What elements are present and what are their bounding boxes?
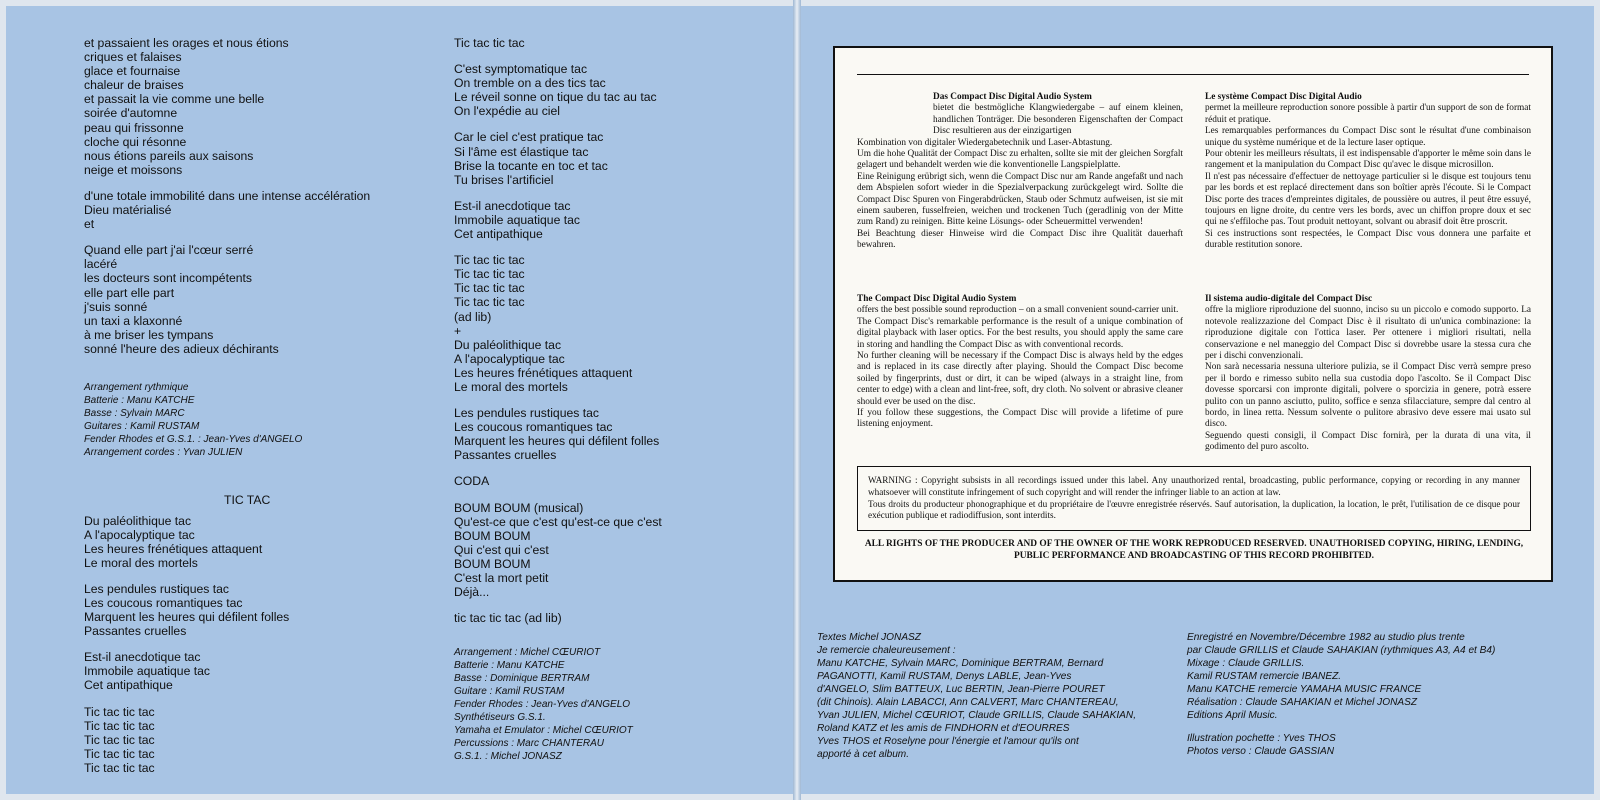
- notice-body: [1205, 305, 1531, 453]
- credit-line: Yves THOS et Roselyne pour l'énergie et l'amour qu'ils ont: [817, 736, 1079, 747]
- lyrics-column-left: [84, 36, 414, 775]
- line-gap: [454, 394, 774, 406]
- lyric-line: A l'apocalyptique tac: [84, 527, 195, 542]
- line-gap: [454, 599, 774, 611]
- lyric-line: et passait la vie comme une belle: [84, 92, 265, 107]
- lyric-line: Tic tac tic tac: [84, 746, 155, 761]
- line-gap: [84, 693, 414, 705]
- thanks-lines: [817, 631, 1136, 761]
- lyric-line: Les pendules rustiques tac: [454, 406, 599, 421]
- credit-line: Batterie : Manu KATCHE: [454, 660, 565, 672]
- lyric-line: Quand elle part j'ai l'cœur serré: [84, 243, 254, 258]
- notice-paragraph: Pour obtenir les meilleurs résultats, il est indispensable d'apporter le même soin dans le rangement et la manipulation du Compact Disc qu'avec le disque microsillon.: [1205, 149, 1531, 171]
- lyric-line: Tu brises l'artificiel: [454, 172, 554, 187]
- credit-line: d'ANGELO, Slim BATTEUX, Luc BERTIN, Jean-Pierre POURET: [817, 684, 1105, 695]
- notice-heading: Il sistema audio-digitale del Compact Disc: [1205, 294, 1373, 304]
- lyric-line: Tic tac tic tac: [84, 718, 155, 733]
- lyric-line: peau qui frissonne: [84, 120, 184, 135]
- line-gap: [84, 177, 414, 189]
- credits-block: [84, 382, 414, 459]
- credit-line: Guitare : Kamil RUSTAM: [454, 686, 565, 697]
- warning-text: WARNING : Copyright subsists in all recordings issued under this label. Any unauthorized rental, broadcasting, public performance, copying or recording in any manner whatsoever will constitute infringement of such copyright and will render the infringer liable to an action at law.: [868, 475, 1520, 497]
- lyric-line: nous étions pareils aux saisons: [84, 148, 254, 163]
- lyric-line: Les heures frénétiques attaquent: [84, 541, 263, 556]
- lyric-line: Immobile aquatique tac: [84, 664, 211, 679]
- lyric-line: Si l'âme est élastique tac: [454, 144, 589, 159]
- lyric-line: Tic tac tic tac: [454, 253, 525, 268]
- lyric-line: Cet antipathique: [454, 227, 543, 242]
- booklet-fold: [793, 0, 801, 800]
- credit-line: Basse : Sylvain MARC: [84, 407, 185, 419]
- lyric-line: Tic tac tic tac: [84, 760, 155, 775]
- credit-line: apporté à cet album.: [817, 749, 910, 760]
- lyric-line: Tic tac tic tac: [454, 281, 525, 296]
- notice-paragraph: offers the best possible sound reproduction – on a small convenient sound-carrier unit.: [857, 305, 1179, 316]
- lyric-line: à me briser les tympans: [84, 327, 214, 342]
- lyric-line: Le moral des mortels: [84, 555, 198, 570]
- notice-italian: [1205, 294, 1531, 454]
- lyric-line: les docteurs sont incompétents: [84, 271, 253, 286]
- lyric-line: Déjà...: [454, 585, 490, 600]
- credit-line: Synthétiseurs G.S.1.: [454, 711, 546, 723]
- credit-line: Percussions : Marc CHANTERAU: [454, 737, 605, 749]
- lyric-line: Les pendules rustiques tac: [84, 581, 229, 596]
- lyric-line: Est-il anecdotique tac: [84, 650, 201, 665]
- notice-heading: Das Compact Disc Digital Audio System: [933, 92, 1092, 102]
- line-gap: [454, 462, 774, 474]
- lyric-line: On l'expédie au ciel: [454, 104, 560, 119]
- lyric-line: Tic tac tic tac: [84, 704, 155, 719]
- compact-disc-notice-card: [833, 46, 1553, 582]
- lyric-line: CODA: [454, 474, 490, 489]
- lyric-line: Passantes cruelles: [454, 448, 557, 463]
- warning-text-fr: Tous droits du producteur phonographique et du propriétaire de l'œuvre enregistrée réservés. Sauf autorisation, la duplication, la location, le prêt, l'utilisation de ce disque pour exécution publique et radiodiffusion, sont interdits.: [868, 498, 1520, 521]
- line-gap: [454, 241, 774, 253]
- line-gap: [454, 489, 774, 501]
- right-page: [801, 6, 1594, 794]
- lyric-line: Le réveil sonne on tique du tac au tac: [454, 90, 657, 105]
- lyric-line: Immobile aquatique tac: [454, 212, 581, 227]
- lyric-line: On tremble on a des tics tac: [454, 76, 606, 91]
- rights-reserved-text: ALL RIGHTS OF THE PRODUCER AND OF THE OWNER OF THE WORK REPRODUCED RESERVED. UNAUTHORISED COPYING, HIRING, LENDING, PUBLIC PERFORMANCE AND BROADCASTING OF THIS RECORD PROHIBITED.: [864, 539, 1524, 561]
- lyric-line: sonné l'heure des adieux déchirants: [84, 341, 279, 356]
- credit-line: Je remercie chaleureusement :: [817, 645, 956, 656]
- notice-paragraph: If you follow these suggestions, the Compact Disc will provide a lifetime of pure listening enjoyment.: [857, 408, 1183, 430]
- credit-line: par Claude GRILLIS et Claude SAHAKIAN (rythmiques A3, A4 et B4): [1187, 645, 1496, 656]
- lyric-line: C'est la mort petit: [454, 571, 549, 585]
- lyric-line: BOUM BOUM (musical): [454, 500, 584, 515]
- lyric-line: (ad lib): [454, 309, 492, 324]
- credit-line: Arrangement cordes : Yvan JULIEN: [84, 446, 243, 458]
- lyric-line: Cet antipathique: [84, 678, 173, 693]
- lyric-line: BOUM BOUM: [454, 556, 531, 571]
- lyric-line: Tic tac tic tac: [454, 36, 525, 50]
- line-gap: [84, 570, 414, 582]
- divider: [857, 74, 1529, 75]
- credit-line: (dit Chinois). Alain LABACCI, Ann CALVERT, Marc CHANTEREAU,: [817, 697, 1119, 708]
- lyric-line: d'une totale immobilité dans une intense accélération: [84, 188, 371, 203]
- lyric-line: Car le ciel c'est pratique tac: [454, 130, 604, 145]
- lyric-line: +: [454, 323, 462, 338]
- line-gap: [84, 638, 414, 650]
- notice-paragraph: Um die hohe Qualität der Compact Disc zu erhalten, sollte sie mit der gleichen Sorgfalt gelagert und behandelt werden wie die konventionelle Langspielplatte.: [857, 149, 1183, 171]
- notice-paragraph: Si ces instructions sont respectées, le Compact Disc vous donnera une parfaite et durable restitution sonore.: [1205, 228, 1531, 251]
- notice-heading: Le système Compact Disc Digital Audio: [1205, 92, 1362, 102]
- notice-paragraph: Il n'est pas nécessaire d'effectuer de nettoyage particulier si le disque est toujours tenu par les bords et est replacé directement dans son boîtier après l'écoute. Si le Compact Disc porte des traces d'empreintes digitales, de poussière ou autres, il peut être essuyé, toujours en ligne droite, du centre vers les bords, avec un chiffon propre doux et sec qui ne s'effiloche pas. Tout produit nettoyant, solvant ou abrasif doit être proscrit.: [1205, 171, 1531, 228]
- lyric-line: Les heures frénétiques attaquent: [454, 365, 633, 380]
- lyric-line: neige et moissons: [84, 162, 183, 177]
- lyric-line: Les coucous romantiques tac: [454, 420, 613, 435]
- production-credits: [1187, 631, 1495, 758]
- credit-line: Basse : Dominique BERTRAM: [454, 673, 590, 685]
- lyric-line: Du paléolithique tac: [84, 513, 192, 528]
- credit-line: Kamil RUSTAM remercie IBANEZ.: [1187, 671, 1342, 682]
- lyric-line: A l'apocalyptique tac: [454, 351, 565, 366]
- credit-line: Manu KATCHE remercie YAMAHA MUSIC FRANCE: [1187, 684, 1422, 695]
- lyric-line: Dieu matérialisé: [84, 203, 172, 218]
- lyric-line: elle part elle part: [84, 285, 175, 300]
- credit-line: Arrangement : Michel CŒURIOT: [454, 647, 601, 659]
- lyric-line: Tic tac tic tac: [84, 732, 155, 747]
- credit-line: Fender Rhodes : Jean-Yves d'ANGELO: [454, 698, 631, 710]
- lyric-line: j'suis sonné: [84, 299, 148, 314]
- lyrics-verse-block: [84, 36, 414, 356]
- notice-paragraph: permet la meilleure reproduction sonore possible à partir d'un support de son de format réduit et pratique.: [1205, 103, 1531, 125]
- lyric-line: Est-il anecdotique tac: [454, 198, 571, 213]
- notice-paragraph: Bei Beachtung dieser Hinweise wird die Compact Disc ihre Qualität dauerhaft bewahren.: [857, 228, 1183, 251]
- notice-body: [857, 305, 1183, 430]
- lyric-line: Brise la tocante en toc et tac: [454, 158, 608, 173]
- notice-body: [857, 138, 1183, 252]
- lyric-line: et passaient les orages et nous étions: [84, 36, 289, 50]
- notice-body: [1205, 103, 1531, 251]
- lyric-line: Marquent les heures qui défilent folles: [454, 434, 660, 449]
- lyric-line: Le moral des mortels: [454, 379, 568, 394]
- notice-paragraph: Seguendo questi consigli, il Compact Disc fornirà, per la durata di una vita, il godimento del puro ascolto.: [1205, 430, 1531, 453]
- line-gap: [454, 118, 774, 130]
- notice-paragraph: No further cleaning will be necessary if the Compact Disc is always held by the edges and is replaced in its case directly after playing. Should the Compact Disc become soiled by fingerprints, dust or dirt, it can be wiped (always in a straight line, from center to edge) with a clean and lint-free, soft, dry cloth. No solvent or abrasive cleaner should ever be used on the disc.: [857, 351, 1183, 407]
- credit-line: Yamaha et Emulator : Michel CŒURIOT: [454, 724, 633, 736]
- lyric-line: un taxi a klaxonné: [84, 313, 183, 328]
- lyric-line: chaleur de braises: [84, 78, 184, 93]
- notice-heading: The Compact Disc Digital Audio System: [857, 294, 1017, 304]
- lyric-line: Qu'est-ce que c'est qu'est-ce que c'est: [454, 514, 662, 529]
- lyric-line: et: [84, 217, 95, 232]
- notice-paragraph: Kombination von digitaler Wiedergabetechnik und Laser-Abtastung.: [857, 137, 1113, 148]
- left-page: [6, 6, 793, 794]
- lyric-line: BOUM BOUM: [454, 528, 531, 543]
- lyric-line: Tic tac tic tac: [454, 267, 525, 282]
- lyric-line: lacéré: [84, 257, 118, 272]
- line-gap: [84, 231, 414, 243]
- lyric-line: Tic tac tic tac: [454, 295, 525, 310]
- lyric-line: glace et fournaise: [84, 64, 181, 79]
- line-gap: [454, 50, 774, 62]
- line-gap: [1187, 722, 1495, 732]
- credit-line: Textes Michel JONASZ: [817, 632, 921, 643]
- thanks-credits: [817, 631, 1136, 761]
- production-lines: [1187, 631, 1495, 758]
- notice-german: [857, 92, 1183, 252]
- notice-french: [1205, 92, 1531, 252]
- notice-paragraph: bietet die bestmögliche Klangwiedergabe – auf einem kleinen, handlichen Tonträger. Die besonderen Eigenschaften der Compact Disc resultieren aus der einzigartigen: [933, 103, 1183, 137]
- copyright-warning-box: [857, 466, 1531, 531]
- lyric-line: cloche qui résonne: [84, 134, 187, 149]
- credit-line: PAGANOTTI, Kamil RUSTAM, Denys LABLE, Jean-Yves: [817, 671, 1072, 682]
- notice-paragraph: offre la migliore riproduzione del suonno, inciso su un piccolo e comodo supporto. La notevole realizzazione del Compact Disc è il risultato di un'unica combinazione: la riproduzione digitale con l'ottica laser. Per ottenere i migliori risultati, nella conservazione e nel maneggio del Compact Disc si dovrebbe usare la stessa cura che per i dischi convenzionali.: [1205, 305, 1531, 362]
- notice-paragraph: Non sarà necessaria nessuna ulteriore pulizia, se il Compact Disc verrà sempre preso per il bordo e rimesso subito nella sua custodia dopo l'ascolto. Se il Compact Disc dovesse sporcarsi con impronte digitali, polvere o sporcizia in genere, potrà essere pulito con un panno asciutto, pulito, soffice e senza sfilacciature, sempre dal centro al bordo, in linea retta. Nessum solvente o pulitore abrasivo deve essere mai usato sul disco.: [1205, 362, 1531, 430]
- credit-line: Batterie : Manu KATCHE: [84, 394, 195, 406]
- credit-line: Guitares : Kamil RUSTAM: [84, 420, 200, 432]
- notice-paragraph: Les remarquables performances du Compact Disc sont le résultat d'une combinaison unique du système numérique et de la lecture laser optique.: [1205, 126, 1531, 148]
- credit-line: Fender Rhodes et G.S.1. : Jean-Yves d'ANGELO: [84, 433, 303, 445]
- lyric-line: Les coucous romantiques tac: [84, 595, 243, 610]
- lyric-line: Marquent les heures qui défilent folles: [84, 610, 290, 625]
- lyric-line: tic tac tic tac (ad lib): [454, 611, 562, 626]
- notice-english: [857, 294, 1183, 431]
- song-title: TIC TAC: [224, 493, 271, 508]
- lyric-line: Passantes cruelles: [84, 624, 187, 639]
- lyrics-verse-block: [454, 36, 774, 625]
- lyrics-verse-block: [84, 514, 414, 776]
- credit-line: Editions April Music.: [1187, 710, 1278, 721]
- line-gap: [454, 187, 774, 199]
- credit-line: Photos verso : Claude GASSIAN: [1187, 746, 1334, 757]
- notice-paragraph: Eine Reinigung erübrigt sich, wenn die Compact Disc nur am Rande angefaßt und nach dem Abspielen sofort wieder in die Spezialverpackung zurückgelegt wird. Sollte die Compact Disc Spuren von Fingerabdrücken, Staub oder Schmutz aufweisen, ist sie mit einem sauberen, fusselfreien, weichen und trockenen Tuch (geradlinig von der Mitte zum Rand) zu reinigen. Bitte keine Lösungs- oder Scheuermittel verwenden!: [857, 171, 1183, 228]
- credit-line: Yvan JULIEN, Michel CŒURIOT, Claude GRILLIS, Claude SAHAKIAN,: [817, 710, 1137, 721]
- credit-line: Mixage : Claude GRILLIS.: [1187, 658, 1305, 669]
- credit-line: Manu KATCHE, Sylvain MARC, Dominique BERTRAM, Bernard: [817, 658, 1104, 669]
- credit-line: Réalisation : Claude SAHAKIAN et Michel JONASZ: [1187, 697, 1418, 708]
- credit-line: Arrangement rythmique: [84, 381, 189, 393]
- credits-block: [454, 647, 774, 763]
- credit-line: Illustration pochette : Yves THOS: [1187, 733, 1336, 744]
- credit-line: Roland KATZ et les amis de FINDHORN et d'EOURRES: [817, 723, 1070, 734]
- lyric-line: soirée d'automne: [84, 106, 178, 121]
- notice-paragraph: The Compact Disc's remarkable performance is the result of a unique combination of digital playback with laser optics. For the best results, you should apply the same care in storing and handling the Compact Disc as with conventional records.: [857, 316, 1183, 350]
- lyric-line: C'est symptomatique tac: [454, 62, 588, 77]
- lyric-line: criques et falaises: [84, 50, 182, 65]
- credit-line: Enregistré en Novembre/Décembre 1982 au studio plus trente: [1187, 632, 1465, 643]
- credit-line: G.S.1. : Michel JONASZ: [454, 750, 562, 762]
- lyric-line: Du paléolithique tac: [454, 337, 562, 352]
- lyric-line: Qui c'est qui c'est: [454, 542, 549, 557]
- lyrics-column-right: [454, 36, 774, 763]
